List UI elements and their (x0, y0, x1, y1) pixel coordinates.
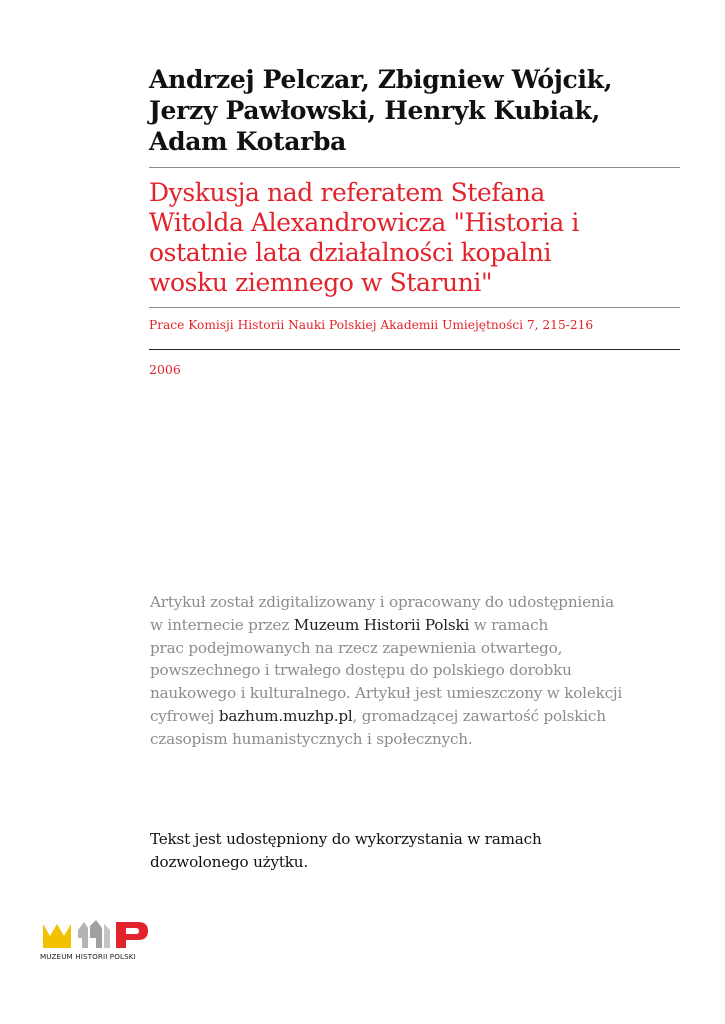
logo-h-mark (78, 922, 88, 948)
logo-crown-mark (43, 924, 71, 948)
notice-text: w internecie przez (150, 615, 294, 634)
notice-line: prac podejmowanych na rzecz zapewnienia otwartego, (150, 638, 563, 657)
usage-line: Tekst jest udostępniony do wykorzystania w ramach (150, 830, 542, 848)
article-title (149, 178, 694, 298)
logo-h-mark-3 (104, 924, 110, 948)
authors-heading (149, 64, 689, 157)
usage-line: dozwolonego użytku. (150, 853, 308, 871)
bazhum-link[interactable]: bazhum.muzhp.pl (218, 706, 353, 725)
notice-line: Artykuł został zdigitalizowany i opracowany do udostępnienia (150, 593, 614, 611)
title-line: wosku ziemnego w Staruni" (149, 268, 493, 297)
museum-link[interactable]: Muzeum Historii Polski (293, 615, 470, 634)
usage-notice (150, 828, 670, 874)
notice-text: , gromadzącej zawartość polskich (352, 706, 606, 725)
title-line: Dyskusja nad referatem Stefana (149, 178, 545, 207)
notice-line (150, 705, 670, 728)
notice-line: naukowego i kulturalnego. Artykuł jest umieszczony w kolekcji (150, 684, 623, 703)
title-line: ostatnie lata działalności kopalni (149, 238, 552, 267)
notice-text: cyfrowej (150, 706, 219, 725)
logo-p-mark (116, 922, 148, 948)
digitization-notice (150, 591, 670, 751)
logo-caption: MUZEUM HISTORII POLSKI (40, 952, 136, 961)
authors-line: Jerzy Pawłowski, Henryk Kubiak, (149, 96, 600, 125)
title-line: Witolda Alexandrowicza "Historia i (149, 208, 579, 237)
notice-line: czasopism humanistycznych i społecznych. (150, 729, 473, 748)
divider-bottom (149, 349, 680, 350)
authors-line: Adam Kotarba (149, 127, 347, 156)
notice-text: w ramach (469, 615, 549, 634)
notice-line (150, 614, 670, 637)
divider-top (149, 167, 680, 168)
notice-line: powszechnego i trwałego dostępu do polskiego dorobku (150, 661, 572, 680)
logo-h-mark-2 (90, 920, 102, 948)
divider-middle (149, 307, 680, 308)
publication-year: 2006 (149, 362, 181, 377)
authors-line: Andrzej Pelczar, Zbigniew Wójcik, (149, 65, 613, 94)
source-citation: Prace Komisji Historii Nauki Polskiej Akademii Umiejętności 7, 215-216 (149, 318, 594, 332)
